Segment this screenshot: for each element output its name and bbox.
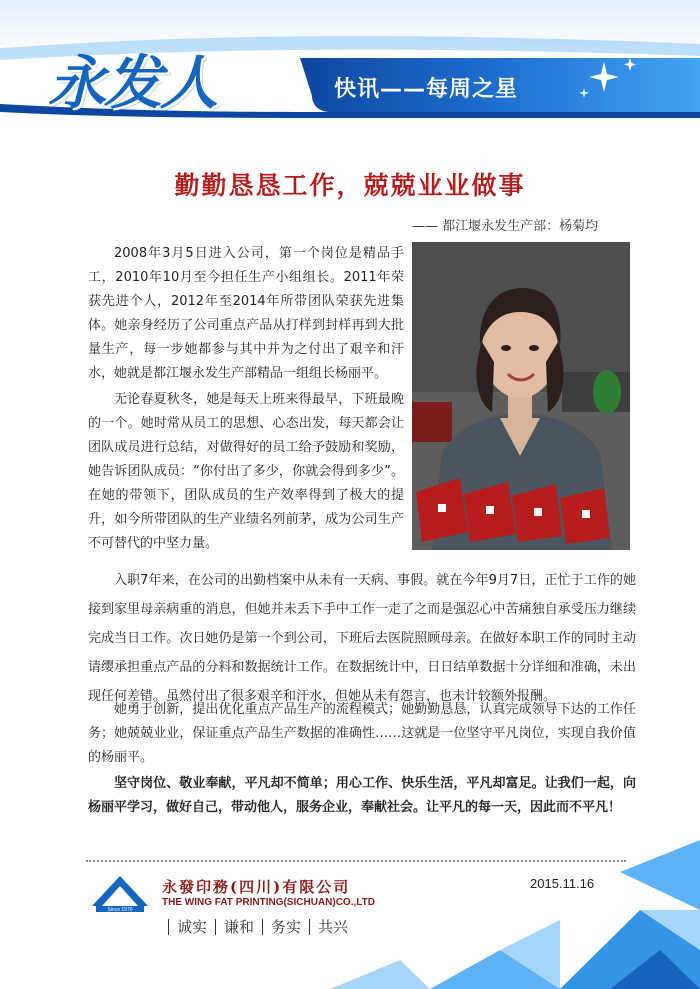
header-banner — [0, 0, 700, 130]
value-separator — [215, 919, 216, 935]
company-logo-icon — [88, 872, 152, 912]
company-name-cn: 永發印務(四川)有限公司 — [162, 878, 351, 896]
value-item: 谦和 — [224, 918, 255, 936]
value-item: 诚实 — [177, 918, 208, 936]
brand-logo: 永发人 — [48, 49, 217, 117]
paragraph-dedication: 无论春夏秋冬，她是每天上班来得最早，下班最晚的一个。她时常从员工的思想、心态出发，每天都会让团队成员进行总结，对做得好的员工给予鼓励和奖励，她告诉团队成员：“你付出了多少，你就会得到多少”。在她的带领下，团队成员的生产效率得到了极大的提升，如今所带团队的生产业绩名列前茅，成为公司生产不可替代的中坚力量。 — [88, 392, 404, 551]
portrait-photo — [412, 242, 630, 550]
paragraph-innovation: 她勇于创新，提出优化重点产品生产的流程模式；她勤勤恳恳，认真完成领导下达的工作任务；她兢兢业业，保证重点产品生产数据的准确性……这就是一位坚守平凡岗位，实现自我价值的杨丽平。 — [88, 702, 636, 765]
publish-date: 2015.11.16 — [530, 876, 595, 891]
article-title: 勤勤恳恳工作，兢兢业业做事 — [174, 171, 526, 200]
paragraph-attendance: 入职7年来，在公司的出勤档案中从未有一天病、事假。就在今年9月7日，正忙于工作的她接到家里母亲病重的消息，但她并未丢下手中工作一走了之而是强忍心中苦痛独自承受压力继续完成当日工作。次日她仍是第一个到公司，下班后去医院照顾母亲。在做好本职工作的同时主动请缨承担重点产品的分料和数据统计工作。在数据统计中，日日结单数据十分详细和准确，未出现任何差错。虽然付出了很多艰辛和汗水，但她从未有怨言，也未计较额外报酬。 — [88, 573, 636, 704]
svg-text:Since 1970: Since 1970 — [107, 907, 133, 912]
paragraph-call-to-action: 坚守岗位、敬业奉献，平凡却不简单；用心工作、快乐生活，平凡却富足。让我们一起，向杨丽平学习，做好自己，带动他人，服务企业，奉献社会。让平凡的每一天，因此而不平凡！ — [88, 776, 636, 815]
value-separator — [168, 919, 169, 935]
value-item: 务实 — [271, 918, 302, 936]
value-item: 共兴 — [318, 918, 349, 936]
value-separator — [309, 919, 310, 935]
footer-divider — [86, 860, 626, 862]
section-label: 快讯——每周之星 — [334, 77, 519, 102]
company-values — [160, 916, 348, 937]
value-separator — [262, 919, 263, 935]
article-byline: —— 都江堰永发生产部：杨菊均 — [412, 219, 599, 234]
company-name-en: THE WING FAT PRINTING(SICHUAN)CO.,LTD — [162, 897, 375, 908]
paragraph-intro: 2008年3月5日进入公司，第一个岗位是精品手工，2010年10月至今担任生产小组组长。2011年荣获先进个人，2012年至2014年所带团队荣获先进集体。她亲身经历了公司重点产品从打样到封样再到大批量生产，每一步她都参与其中并为之付出了艰辛和汗水，她就是都江堰永发生产部精品一组组长杨丽平。 — [88, 246, 404, 381]
